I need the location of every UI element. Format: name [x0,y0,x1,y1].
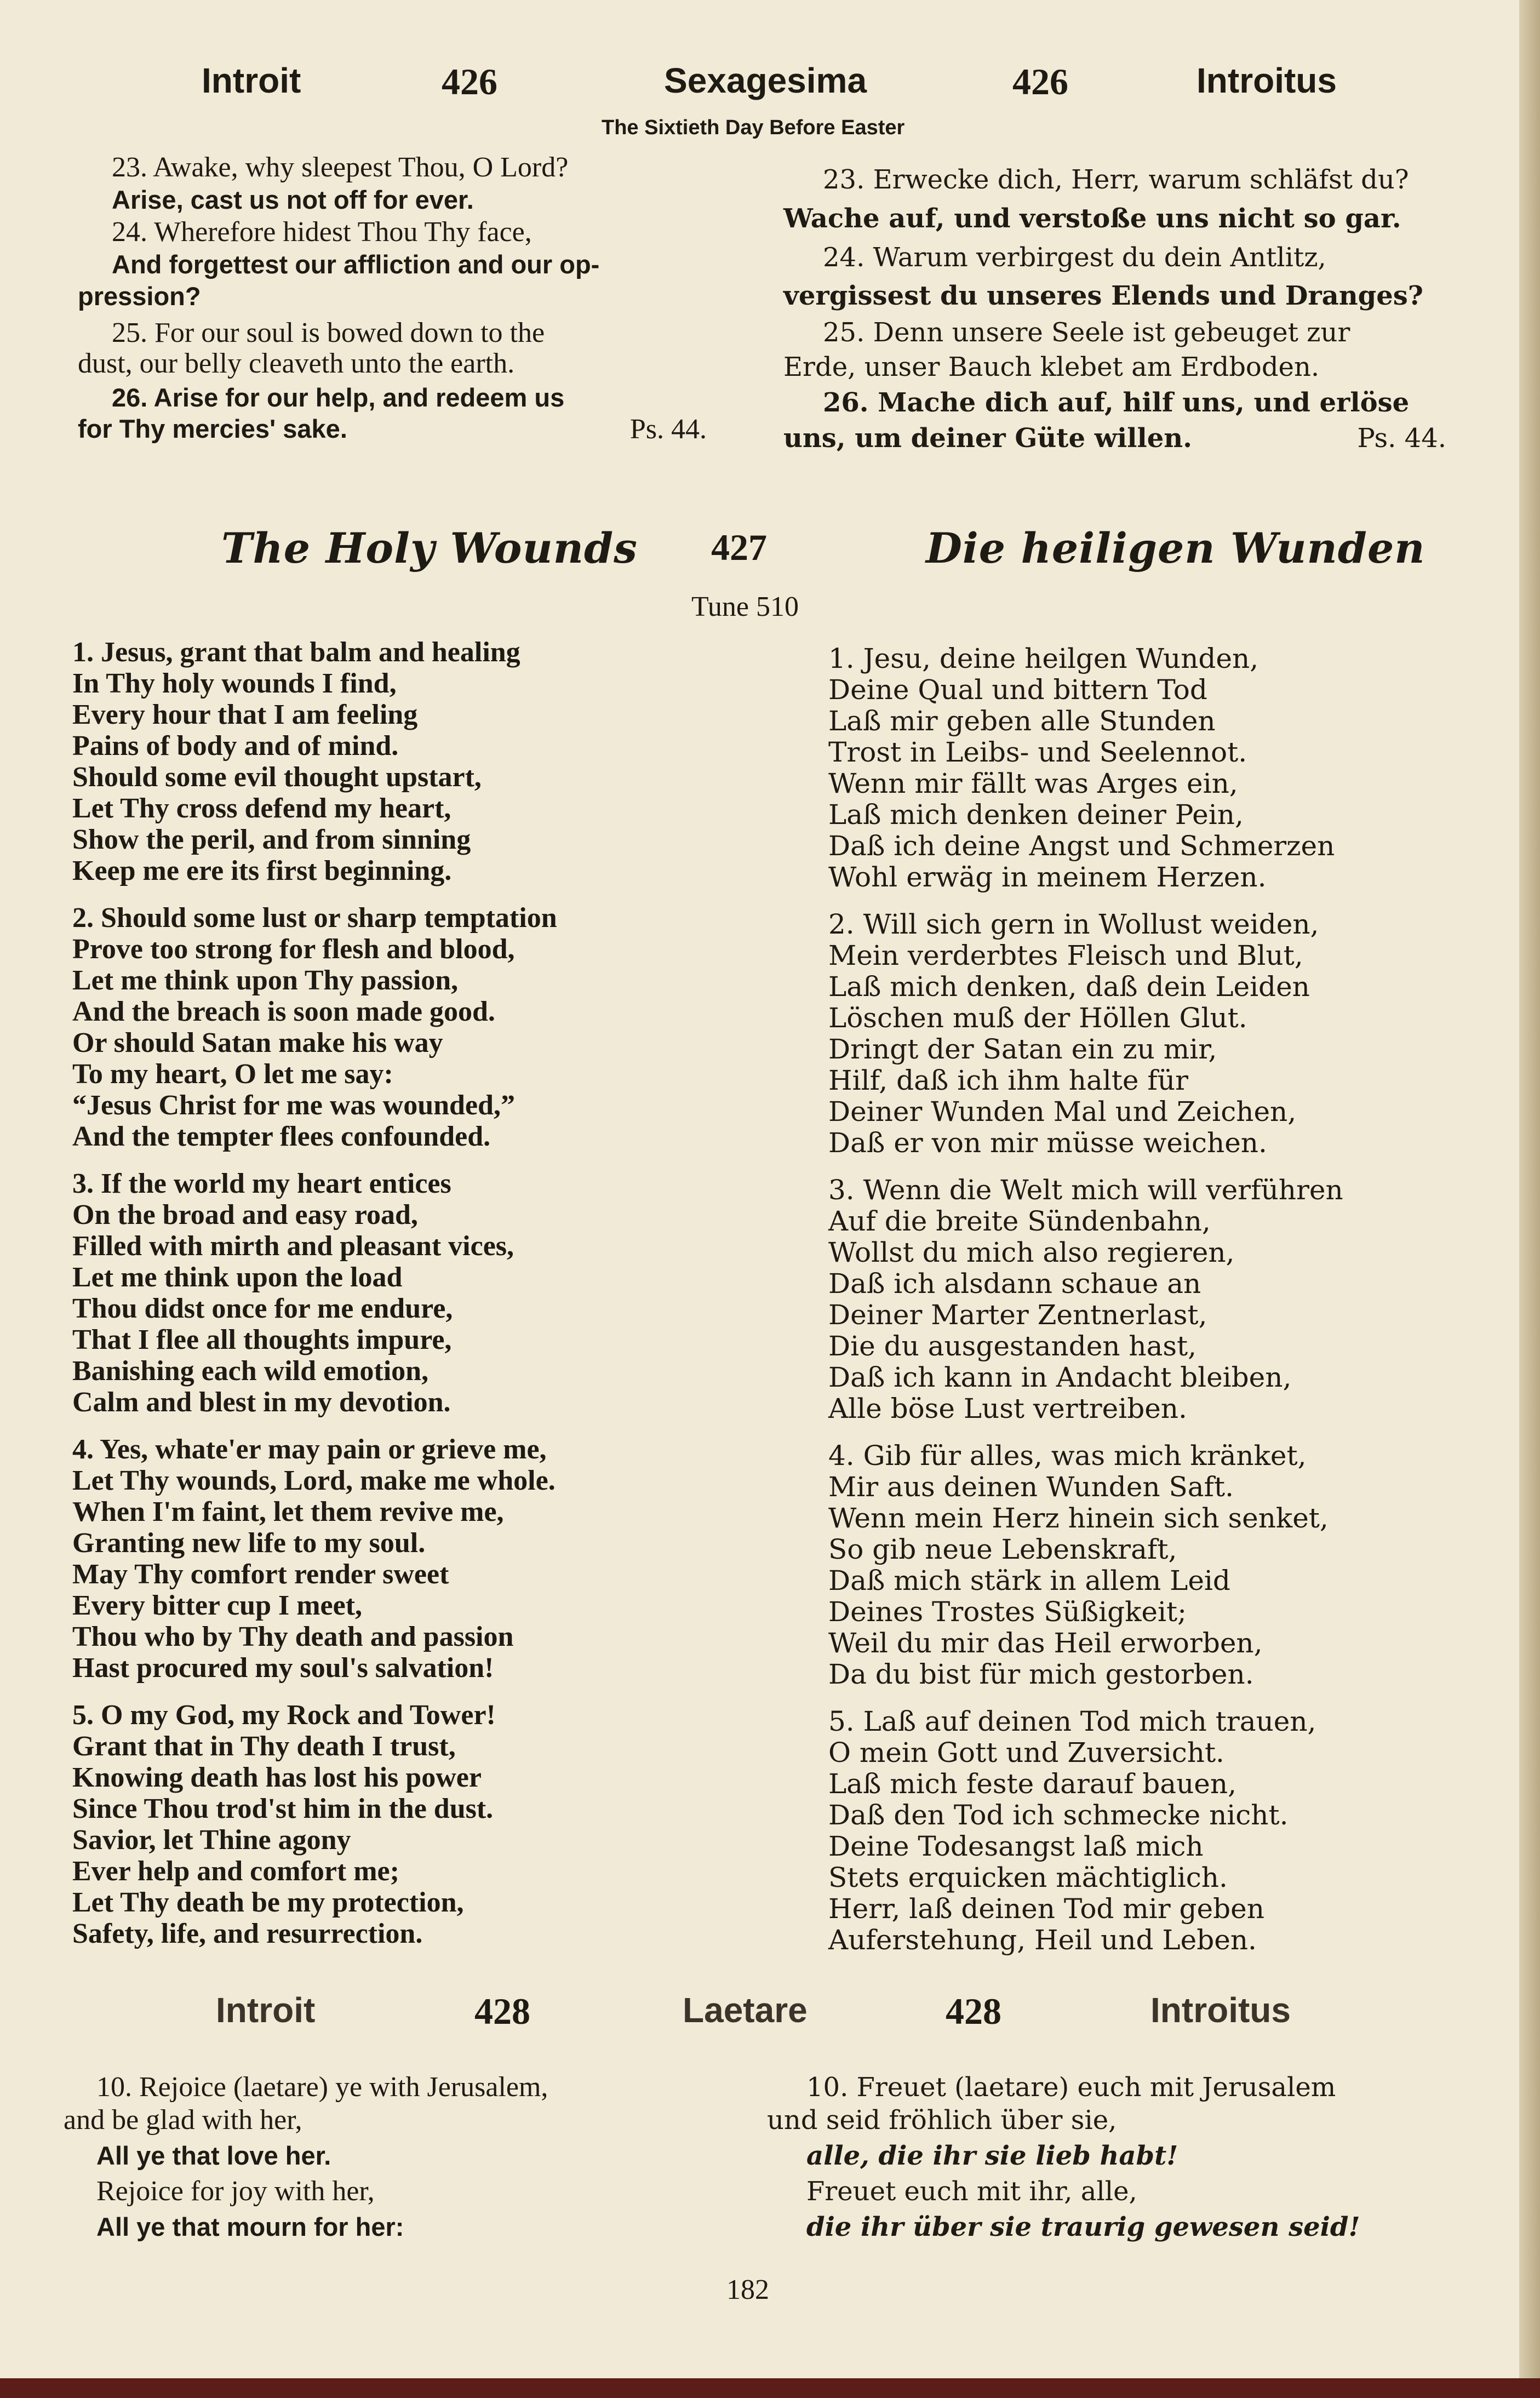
zeile: Laß mich feste darauf bauen, [828,1768,1236,1800]
line-4: Rejoice for joy with her, [96,2176,375,2207]
line: Savior, let Thine agony [72,1824,351,1856]
introit-426-german [783,159,1446,454]
page-edge [1519,0,1540,2398]
vers-23a: 23. Erwecke dich, Herr, warum schläfst du? [823,164,1409,195]
line: 2. Should some lust or sharp temptation [72,902,557,934]
introitus-label: Introitus [1196,61,1337,100]
zeile: Deiner Wunden Mal und Zeichen, [828,1096,1297,1128]
zeile: Deine Todesangst laß mich [828,1830,1204,1862]
line-2: and be glad with her, [64,2104,302,2136]
vers-26-2: uns, um deiner Güte willen. [783,423,1192,454]
line: That I flee all thoughts impure, [72,1324,452,1355]
zeile-3: alle, die ihr sie lieb habt! [806,2141,1178,2171]
verse-23b: Arise, cast us not off for ever. [112,185,474,214]
stanza-2 [72,902,752,1152]
line: Every bitter cup I meet, [72,1590,363,1621]
line: Let me think upon Thy passion, [72,965,459,996]
zeile: 3. Wenn die Welt mich will verführen [828,1174,1343,1206]
strophe-3 [828,1175,1453,1424]
strophe-1 [828,643,1453,893]
number-left: 428 [474,1990,530,2032]
introit-label: Introit [202,61,301,100]
hymn-title-en: The Holy Wounds [221,524,638,573]
line: “Jesus Christ for me was wounded,” [72,1090,515,1121]
strophe-5 [828,1706,1453,1956]
line: Every hour that I am feeling [72,699,418,730]
line: Keep me ere its first beginning. [72,855,452,886]
zeile: O mein Gott und Zuversicht. [828,1737,1224,1769]
vers-24a: 24. Warum verbirgest du dein Antlitz, [823,242,1326,273]
zeile: So gib neue Lebenskraft, [828,1533,1177,1565]
introit-label: Introit [216,1990,316,2030]
line: Safety, life, and resurrection. [72,1918,423,1949]
zeile: Alle böse Lust vertreiben. [828,1393,1187,1424]
line: Let Thy wounds, Lord, make me whole. [72,1465,556,1496]
verse-26-2: for Thy mercies' sake. [78,414,347,443]
zeile-2: und seid fröhlich über sie, [767,2105,1117,2136]
verse-23a: 23. Awake, why sleepest Thou, O Lord? [112,152,569,183]
page-number: 182 [726,2274,769,2305]
zeile: Auferstehung, Heil und Leben. [828,1924,1257,1956]
zeile: Deines Trostes Süßigkeit; [828,1596,1187,1628]
zeile: Daß ich kann in Andacht bleiben, [828,1361,1292,1393]
vers-23b: Wache auf, und verstoße uns nicht so gar. [783,203,1401,234]
zeile: Wollst du mich also regieren, [828,1237,1235,1268]
zeile: 4. Gib für alles, was mich kränket, [828,1440,1307,1472]
line: Knowing death has lost his power [72,1762,482,1793]
line: When I'm faint, let them revive me, [72,1496,504,1527]
psalm-reference: Ps. 44. [629,414,707,445]
hymn-german [828,643,1453,1972]
section-title: Laetare [683,1990,808,2030]
verse-24a: 24. Wherefore hidest Thou Thy face, [112,216,532,248]
introit-426-english [78,152,746,444]
number-left: 426 [442,61,497,102]
line: On the broad and easy road, [72,1199,418,1231]
zeile: Die du ausgestanden hast, [828,1330,1197,1362]
line: Let Thy death be my protection, [72,1887,464,1918]
number-right: 426 [1012,61,1068,102]
zeile: 2. Will sich gern in Wollust weiden, [828,908,1319,940]
stanza-1 [72,637,752,886]
introitus-label: Introitus [1150,1990,1291,2030]
strophe-4 [828,1440,1453,1690]
stanza-4 [72,1434,752,1684]
zeile: Auf die breite Sündenbahn, [828,1205,1211,1237]
zeile: Daß den Tod ich schmecke nicht. [828,1799,1289,1831]
line: Since Thou trod'st him in the dust. [72,1793,494,1824]
zeile-4: Freuet euch mit ihr, alle, [806,2176,1137,2207]
zeile: Weil du mir das Heil erworben, [828,1627,1263,1659]
zeile: Wohl erwäg in meinem Herzen. [828,861,1267,893]
hymn-number: 427 [711,526,767,568]
verse-24b-2: pression? [78,282,201,311]
line: Show the peril, and from sinning [72,824,471,855]
vers-25-2: Erde, unser Bauch klebet am Erdboden. [783,352,1320,382]
zeile: Daß ich deine Angst und Schmerzen [828,830,1335,862]
introit-428-german [767,2071,1457,2246]
hymn-title-de: Die heiligen Wunden [926,524,1425,573]
zeile: Wenn mir fällt was Arges ein, [828,768,1238,799]
line: 1. Jesus, grant that balm and healing [72,637,520,668]
line: 5. O my God, my Rock and Tower! [72,1699,496,1731]
line: Thou who by Thy death and passion [72,1621,514,1652]
section-subtitle: The Sixtieth Day Before Easter [602,116,905,139]
verse-25-1: 25. For our soul is bowed down to the [112,317,545,348]
zeile: Hilf, daß ich ihm halte für [828,1064,1188,1096]
vers-26-1: 26. Mache dich auf, hilf uns, und erlöse [823,387,1410,418]
line: 4. Yes, whate'er may pain or grieve me, [72,1434,547,1465]
zeile-1: 10. Freuet (laetare) euch mit Jerusalem [806,2072,1336,2103]
zeile: Mein verderbtes Fleisch und Blut, [828,940,1303,971]
verse-24b-1: And forgettest our affliction and our op- [112,250,600,279]
tune-reference: Tune 510 [691,591,799,622]
line-1: 10. Rejoice (laetare) ye with Jerusalem, [96,2071,548,2103]
hymn-english [72,637,752,1965]
zeile: 1. Jesu, deine heilgen Wunden, [828,643,1259,674]
verse-26-1: 26. Arise for our help, and redeem us [112,383,565,412]
zeile: Daß ich alsdann schaue an [828,1268,1201,1300]
line: May Thy comfort render sweet [72,1559,449,1590]
zeile: Deine Qual und bittern Tod [828,674,1207,706]
line: Calm and blest in my devotion. [72,1387,451,1418]
line: Banishing each wild emotion, [72,1355,429,1387]
zeile: Löschen muß der Höllen Glut. [828,1002,1247,1034]
section-title: Sexagesima [664,61,867,100]
line: Pains of body and of mind. [72,730,399,762]
line: Ever help and comfort me; [72,1856,399,1887]
stanza-5 [72,1699,752,1949]
line: Or should Satan make his way [72,1027,443,1058]
zeile: Stets erquicken mächtiglich. [828,1862,1228,1893]
zeile: Mir aus deinen Wunden Saft. [828,1471,1234,1503]
stanza-3 [72,1168,752,1418]
verse-25-2: dust, our belly cleaveth unto the earth. [78,348,515,379]
zeile-5: die ihr über sie traurig gewesen seid! [806,2212,1360,2242]
zeile: Laß mich denken deiner Pein, [828,799,1244,831]
zeile: Trost in Leibs- und Seelennot. [828,736,1247,768]
zeile: Laß mich denken, daß dein Leiden [828,971,1310,1003]
vers-24b: vergissest du unseres Elends und Dranges? [783,281,1423,311]
zeile: Laß mir geben alle Stunden [828,705,1216,737]
zeile: Dringt der Satan ein zu mir, [828,1033,1217,1065]
zeile: Daß mich stärk in allem Leid [828,1565,1230,1596]
zeile: Deiner Marter Zentnerlast, [828,1299,1207,1331]
psalm-reference-de: Ps. 44. [1357,423,1446,454]
zeile: Da du bist für mich gestorben. [828,1658,1254,1690]
zeile: 5. Laß auf deinen Tod mich trauen, [828,1706,1316,1737]
line: Granting new life to my soul. [72,1527,426,1559]
line: 3. If the world my heart entices [72,1168,451,1199]
line: In Thy holy wounds I find, [72,668,397,699]
vers-25-1: 25. Denn unsere Seele ist gebeuget zur [823,317,1350,348]
line: Let me think upon the load [72,1262,403,1293]
zeile: Wenn mein Herz hinein sich senket, [828,1502,1329,1534]
line: Prove too strong for flesh and blood, [72,934,515,965]
line: And the breach is soon made good. [72,996,495,1027]
line: Grant that in Thy death I trust, [72,1731,456,1762]
line: Let Thy cross defend my heart, [72,793,451,824]
zeile: Daß er von mir müsse weichen. [828,1127,1267,1159]
strophe-2 [828,909,1453,1159]
line-5: All ye that mourn for her: [96,2212,404,2241]
line: Thou didst once for me endure, [72,1293,453,1324]
bottom-border [0,2378,1540,2398]
line: To my heart, O let me say: [72,1058,393,1090]
line-3: All ye that love her. [96,2141,331,2170]
line: And the tempter flees confounded. [72,1121,491,1152]
line: Should some evil thought upstart, [72,762,482,793]
introit-428-english [64,2071,754,2246]
number-right: 428 [946,1990,1001,2032]
line: Hast procured my soul's salvation! [72,1652,494,1684]
zeile: Herr, laß deinen Tod mir geben [828,1893,1264,1925]
line: Filled with mirth and pleasant vices, [72,1231,514,1262]
